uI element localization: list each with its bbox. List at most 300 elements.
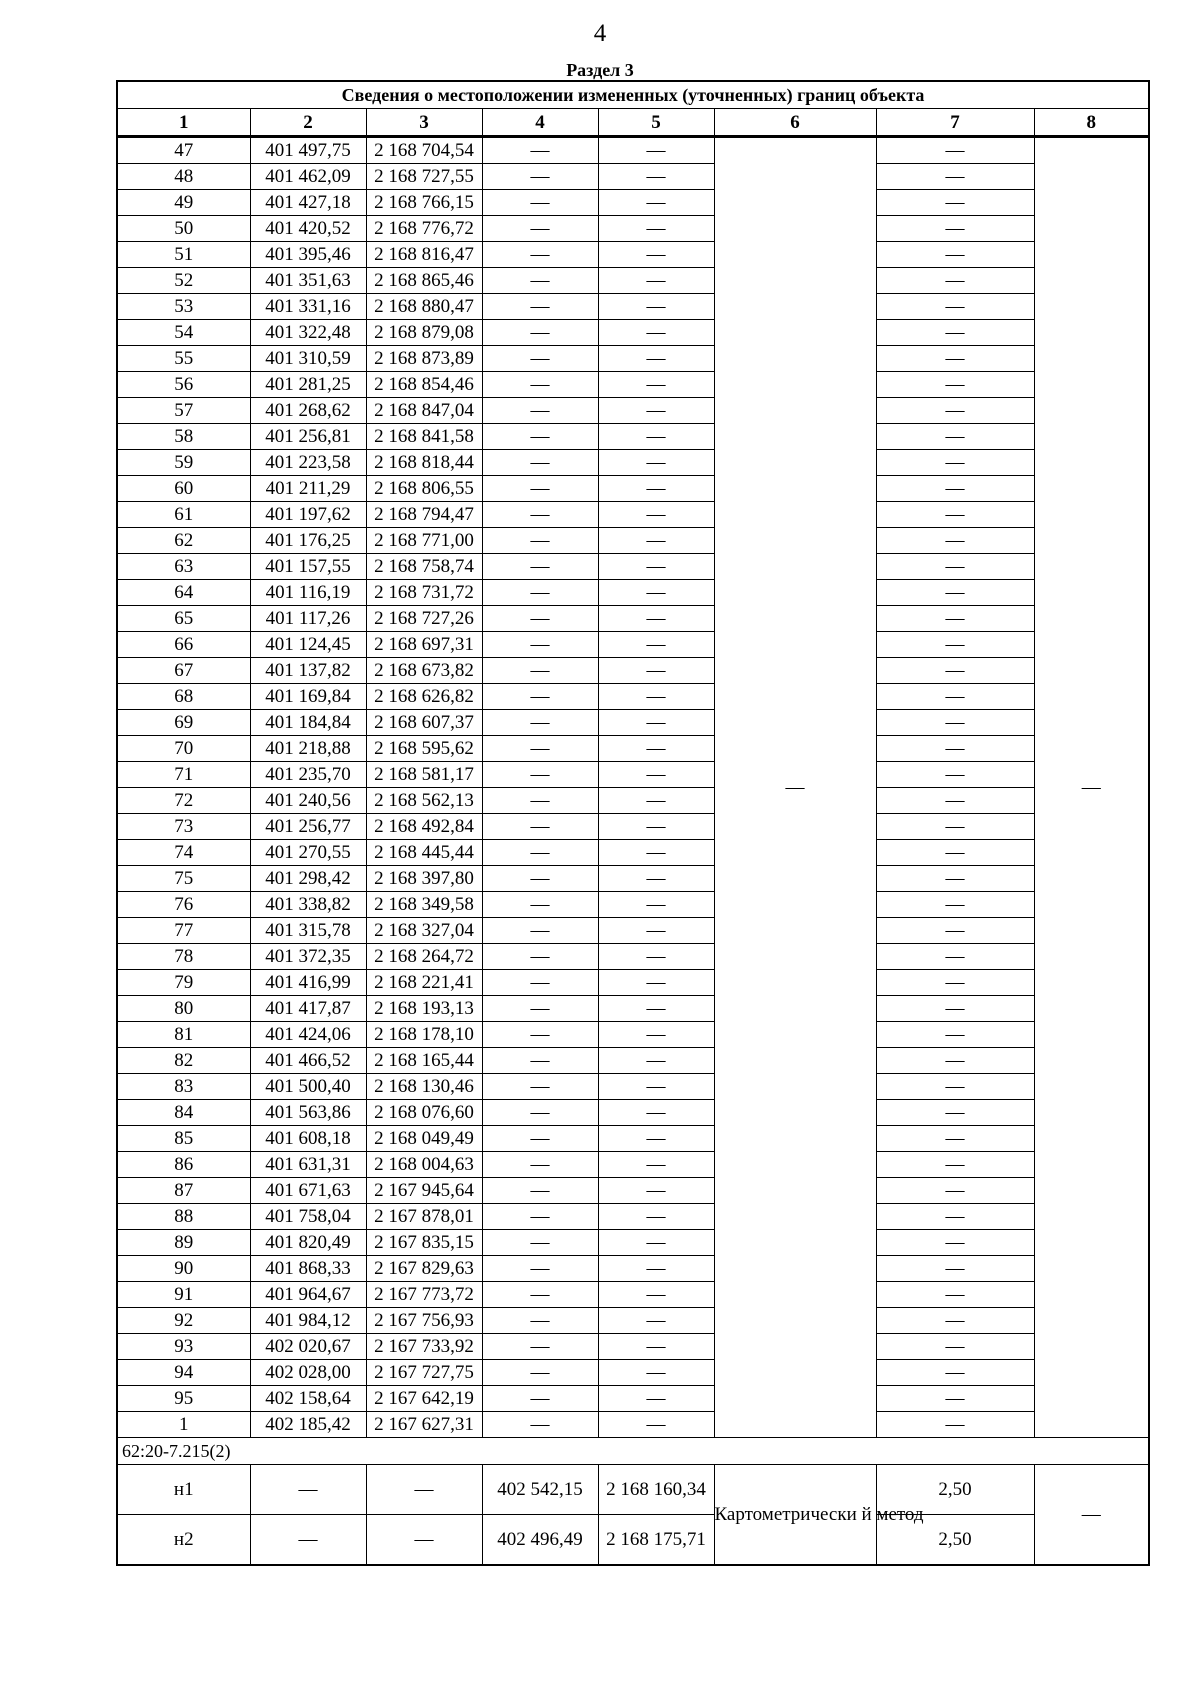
x-coordinate-cell: 401 671,63 [250, 1178, 366, 1204]
accuracy-cell: 2,50 [876, 1465, 1034, 1515]
dash-cell: — [482, 710, 598, 736]
point-number-cell: 81 [117, 1022, 250, 1048]
x-coordinate-cell: 401 466,52 [250, 1048, 366, 1074]
dash-cell: — [482, 1308, 598, 1334]
dash-cell: — [876, 398, 1034, 424]
dash-cell: — [366, 1465, 482, 1515]
dash-cell: — [482, 736, 598, 762]
dash-cell: — [876, 320, 1034, 346]
column-header: 3 [366, 109, 482, 137]
dash-cell: — [876, 1152, 1034, 1178]
x-coordinate-cell: 401 417,87 [250, 996, 366, 1022]
dash-cell: — [598, 918, 714, 944]
table-row [117, 216, 1149, 242]
point-number-cell: 76 [117, 892, 250, 918]
point-number-cell: 85 [117, 1126, 250, 1152]
dash-cell: — [598, 1256, 714, 1282]
point-number-cell: н2 [117, 1515, 250, 1566]
dash-cell: — [598, 372, 714, 398]
y-coordinate-cell: 2 168 847,04 [366, 398, 482, 424]
table-row [117, 268, 1149, 294]
dash-cell: — [876, 137, 1034, 164]
dash-cell: — [876, 216, 1034, 242]
dash-cell: — [876, 710, 1034, 736]
y-coordinate-cell: 2 168 581,17 [366, 762, 482, 788]
x-coordinate-cell: 401 462,09 [250, 164, 366, 190]
x-coordinate-cell: 401 310,59 [250, 346, 366, 372]
dash-cell: — [482, 684, 598, 710]
table-row [117, 1230, 1149, 1256]
dash-cell: — [598, 1230, 714, 1256]
dash-cell: — [482, 580, 598, 606]
dash-cell: — [876, 268, 1034, 294]
y-coordinate-cell: 2 168 349,58 [366, 892, 482, 918]
section-label: Раздел 3 [566, 60, 634, 80]
point-number-cell: 59 [117, 450, 250, 476]
dash-cell: — [876, 450, 1034, 476]
dash-cell: — [876, 424, 1034, 450]
point-number-cell: 89 [117, 1230, 250, 1256]
dash-cell: — [876, 684, 1034, 710]
dash-cell: — [876, 1126, 1034, 1152]
point-number-cell: 77 [117, 918, 250, 944]
dash-cell: — [876, 944, 1034, 970]
y-coordinate-cell: 2 168 865,46 [366, 268, 482, 294]
table-row [117, 736, 1149, 762]
table-row [117, 1386, 1149, 1412]
y-coordinate-cell: 2 168 165,44 [366, 1048, 482, 1074]
column-header: 4 [482, 109, 598, 137]
y-coordinate-cell: 2 168 595,62 [366, 736, 482, 762]
dash-cell: — [876, 1386, 1034, 1412]
dash-cell: — [250, 1465, 366, 1515]
dash-cell: — [876, 1360, 1034, 1386]
dash-cell: — [482, 606, 598, 632]
boundary-coordinates-table [116, 80, 1150, 1566]
point-number-cell: 66 [117, 632, 250, 658]
dash-cell: — [482, 1048, 598, 1074]
table-row [117, 684, 1149, 710]
dash-cell: — [598, 554, 714, 580]
dash-cell: — [482, 970, 598, 996]
y-coordinate-cell: 2 168 193,13 [366, 996, 482, 1022]
y-coordinate-cell: 2 168 854,46 [366, 372, 482, 398]
point-number-cell: 68 [117, 684, 250, 710]
dash-cell: — [598, 216, 714, 242]
table-row [117, 554, 1149, 580]
point-number-cell: 58 [117, 424, 250, 450]
y-coordinate-cell: 2 168 445,44 [366, 840, 482, 866]
x-coordinate-cell: 402 158,64 [250, 1386, 366, 1412]
y-coordinate-cell: 2 168 327,04 [366, 918, 482, 944]
dash-cell: — [876, 1412, 1034, 1438]
y-coordinate-cell: 2 167 773,72 [366, 1282, 482, 1308]
dash-cell: — [482, 1178, 598, 1204]
dash-cell: — [598, 1178, 714, 1204]
dash-cell: — [482, 320, 598, 346]
dash-cell: — [482, 1412, 598, 1438]
table-row [117, 1126, 1149, 1152]
y-coordinate-cell: 2 168 130,46 [366, 1074, 482, 1100]
dash-cell: — [598, 710, 714, 736]
x-coordinate-cell: 401 211,29 [250, 476, 366, 502]
y-coordinate-cell: 2 168 880,47 [366, 294, 482, 320]
dash-cell: — [598, 736, 714, 762]
y-coordinate-cell: 2 168 175,71 [598, 1515, 714, 1566]
object-label-row [117, 1438, 1149, 1465]
x-coordinate-cell: 401 124,45 [250, 632, 366, 658]
table-row [117, 372, 1149, 398]
point-number-cell: 92 [117, 1308, 250, 1334]
dash-cell: — [482, 268, 598, 294]
dash-cell: — [598, 450, 714, 476]
dash-cell: — [876, 476, 1034, 502]
dash-cell: — [482, 944, 598, 970]
point-number-cell: 51 [117, 242, 250, 268]
merged-column-8-cell: — [1034, 1465, 1149, 1566]
x-coordinate-cell: 401 351,63 [250, 268, 366, 294]
y-coordinate-cell: 2 168 731,72 [366, 580, 482, 606]
point-number-cell: 91 [117, 1282, 250, 1308]
dash-cell: — [482, 1230, 598, 1256]
x-coordinate-cell: 401 223,58 [250, 450, 366, 476]
table-row [117, 528, 1149, 554]
column-header: 8 [1034, 109, 1149, 137]
point-number-cell: 70 [117, 736, 250, 762]
table-row [117, 320, 1149, 346]
point-number-cell: 72 [117, 788, 250, 814]
point-number-cell: 95 [117, 1386, 250, 1412]
dash-cell: — [482, 450, 598, 476]
x-coordinate-cell: 401 298,42 [250, 866, 366, 892]
dash-cell: — [598, 1334, 714, 1360]
dash-cell: — [482, 164, 598, 190]
table-row [117, 164, 1149, 190]
y-coordinate-cell: 2 168 806,55 [366, 476, 482, 502]
point-number-cell: 52 [117, 268, 250, 294]
dash-cell: — [876, 866, 1034, 892]
table-row [117, 502, 1149, 528]
dash-cell: — [876, 606, 1034, 632]
dash-cell: — [482, 632, 598, 658]
dash-cell: — [598, 502, 714, 528]
point-number-cell: н1 [117, 1465, 250, 1515]
table-row [117, 840, 1149, 866]
dash-cell: — [598, 320, 714, 346]
dash-cell: — [598, 1412, 714, 1438]
dash-cell: — [482, 1126, 598, 1152]
x-coordinate-cell: 401 868,33 [250, 1256, 366, 1282]
point-number-cell: 93 [117, 1334, 250, 1360]
dash-cell: — [482, 1282, 598, 1308]
dash-cell: — [876, 242, 1034, 268]
table-row [117, 1256, 1149, 1282]
point-number-cell: 1 [117, 1412, 250, 1438]
dash-cell: — [876, 190, 1034, 216]
y-coordinate-cell: 2 168 841,58 [366, 424, 482, 450]
x-coordinate-cell: 401 331,16 [250, 294, 366, 320]
dash-cell: — [876, 1178, 1034, 1204]
dash-cell: — [598, 346, 714, 372]
point-number-cell: 56 [117, 372, 250, 398]
table-row [117, 450, 1149, 476]
table-row [117, 242, 1149, 268]
dash-cell: — [598, 137, 714, 164]
x-coordinate-cell: 401 137,82 [250, 658, 366, 684]
dash-cell: — [598, 294, 714, 320]
dash-cell: — [876, 1334, 1034, 1360]
point-number-cell: 57 [117, 398, 250, 424]
dash-cell: — [598, 1360, 714, 1386]
y-coordinate-cell: 2 167 627,31 [366, 1412, 482, 1438]
table-row [117, 710, 1149, 736]
table-row [117, 866, 1149, 892]
x-coordinate-cell: 401 176,25 [250, 528, 366, 554]
dash-cell: — [482, 554, 598, 580]
x-coordinate-cell: 401 427,18 [250, 190, 366, 216]
x-coordinate-cell: 401 157,55 [250, 554, 366, 580]
x-coordinate-cell: 401 235,70 [250, 762, 366, 788]
dash-cell: — [598, 164, 714, 190]
dash-cell: — [598, 1386, 714, 1412]
table-row [117, 398, 1149, 424]
table-row [117, 1204, 1149, 1230]
table-row [117, 424, 1149, 450]
dash-cell: — [598, 996, 714, 1022]
dash-cell: — [876, 164, 1034, 190]
dash-cell: — [598, 424, 714, 450]
y-coordinate-cell: 2 167 835,15 [366, 1230, 482, 1256]
dash-cell: — [876, 632, 1034, 658]
merged-column-6-cell: — [714, 137, 876, 1438]
y-coordinate-cell: 2 167 733,92 [366, 1334, 482, 1360]
y-coordinate-cell: 2 167 756,93 [366, 1308, 482, 1334]
dash-cell: — [598, 1022, 714, 1048]
x-coordinate-cell: 401 984,12 [250, 1308, 366, 1334]
x-coordinate-cell: 401 416,99 [250, 970, 366, 996]
y-coordinate-cell: 2 168 607,37 [366, 710, 482, 736]
dash-cell: — [482, 918, 598, 944]
dash-cell: — [876, 892, 1034, 918]
dash-cell: — [482, 814, 598, 840]
x-coordinate-cell: 401 497,75 [250, 137, 366, 164]
point-number-cell: 79 [117, 970, 250, 996]
x-coordinate-cell: 401 256,77 [250, 814, 366, 840]
dash-cell: — [598, 242, 714, 268]
dash-cell: — [876, 1022, 1034, 1048]
dash-cell: — [876, 1308, 1034, 1334]
dash-cell: — [482, 137, 598, 164]
dash-cell: — [598, 658, 714, 684]
table-row [117, 1022, 1149, 1048]
dash-cell: — [876, 372, 1034, 398]
table-row [117, 762, 1149, 788]
y-coordinate-cell: 2 168 766,15 [366, 190, 482, 216]
point-number-cell: 73 [117, 814, 250, 840]
point-number-cell: 53 [117, 294, 250, 320]
x-coordinate-cell: 401 424,06 [250, 1022, 366, 1048]
y-coordinate-cell: 2 168 049,49 [366, 1126, 482, 1152]
dash-cell: — [598, 1308, 714, 1334]
accuracy-cell: 2,50 [876, 1515, 1034, 1566]
y-coordinate-cell: 2 168 178,10 [366, 1022, 482, 1048]
x-coordinate-cell: 401 372,35 [250, 944, 366, 970]
table-row [117, 346, 1149, 372]
y-coordinate-cell: 2 168 264,72 [366, 944, 482, 970]
y-coordinate-cell: 2 168 626,82 [366, 684, 482, 710]
table-row [117, 1048, 1149, 1074]
y-coordinate-cell: 2 167 829,63 [366, 1256, 482, 1282]
dash-cell: — [598, 1126, 714, 1152]
y-coordinate-cell: 2 168 221,41 [366, 970, 482, 996]
x-coordinate-cell: 401 758,04 [250, 1204, 366, 1230]
column-header: 5 [598, 109, 714, 137]
y-coordinate-cell: 2 168 076,60 [366, 1100, 482, 1126]
x-coordinate-cell: 401 197,62 [250, 502, 366, 528]
table-row [117, 1465, 1149, 1515]
dash-cell: — [482, 242, 598, 268]
x-coordinate-cell: 402 542,15 [482, 1465, 598, 1515]
table-row [117, 1100, 1149, 1126]
table-row [117, 190, 1149, 216]
x-coordinate-cell: 401 631,31 [250, 1152, 366, 1178]
dash-cell: — [876, 840, 1034, 866]
dash-cell: — [876, 762, 1034, 788]
x-coordinate-cell: 401 395,46 [250, 242, 366, 268]
y-coordinate-cell: 2 168 794,47 [366, 502, 482, 528]
point-number-cell: 82 [117, 1048, 250, 1074]
y-coordinate-cell: 2 168 771,00 [366, 528, 482, 554]
y-coordinate-cell: 2 168 727,26 [366, 606, 482, 632]
point-number-cell: 86 [117, 1152, 250, 1178]
y-coordinate-cell: 2 168 776,72 [366, 216, 482, 242]
table-row [117, 996, 1149, 1022]
dash-cell: — [876, 346, 1034, 372]
dash-cell: — [876, 1230, 1034, 1256]
y-coordinate-cell: 2 168 004,63 [366, 1152, 482, 1178]
dash-cell: — [598, 762, 714, 788]
y-coordinate-cell: 2 168 873,89 [366, 346, 482, 372]
dash-cell: — [598, 1152, 714, 1178]
dash-cell: — [876, 1282, 1034, 1308]
point-number-cell: 78 [117, 944, 250, 970]
x-coordinate-cell: 401 240,56 [250, 788, 366, 814]
point-number-cell: 54 [117, 320, 250, 346]
dash-cell: — [482, 476, 598, 502]
dash-cell: — [482, 1100, 598, 1126]
y-coordinate-cell: 2 168 704,54 [366, 137, 482, 164]
column-header: 2 [250, 109, 366, 137]
y-coordinate-cell: 2 168 727,55 [366, 164, 482, 190]
dash-cell: — [482, 1386, 598, 1412]
table-row [117, 788, 1149, 814]
dash-cell: — [598, 580, 714, 606]
column-header: 7 [876, 109, 1034, 137]
dash-cell: — [482, 1074, 598, 1100]
table-row [117, 944, 1149, 970]
dash-cell: — [598, 1204, 714, 1230]
x-coordinate-cell: 402 028,00 [250, 1360, 366, 1386]
table-row [117, 1282, 1149, 1308]
dash-cell: — [598, 684, 714, 710]
table-row [117, 1178, 1149, 1204]
dash-cell: — [482, 502, 598, 528]
dash-cell: — [482, 190, 598, 216]
dash-cell: — [598, 788, 714, 814]
y-coordinate-cell: 2 167 642,19 [366, 1386, 482, 1412]
dash-cell: — [598, 606, 714, 632]
table-row [117, 658, 1149, 684]
dash-cell: — [482, 1152, 598, 1178]
dash-cell: — [876, 996, 1034, 1022]
dash-cell: — [482, 398, 598, 424]
x-coordinate-cell: 401 420,52 [250, 216, 366, 242]
dash-cell: — [482, 346, 598, 372]
x-coordinate-cell: 401 270,55 [250, 840, 366, 866]
y-coordinate-cell: 2 168 879,08 [366, 320, 482, 346]
dash-cell: — [482, 1360, 598, 1386]
point-number-cell: 63 [117, 554, 250, 580]
dash-cell: — [482, 528, 598, 554]
y-coordinate-cell: 2 167 945,64 [366, 1178, 482, 1204]
table-row [117, 632, 1149, 658]
dash-cell: — [876, 580, 1034, 606]
dash-cell: — [598, 632, 714, 658]
dash-cell: — [876, 788, 1034, 814]
y-coordinate-cell: 2 168 758,74 [366, 554, 482, 580]
x-coordinate-cell: 401 281,25 [250, 372, 366, 398]
dash-cell: — [876, 658, 1034, 684]
table-row [117, 970, 1149, 996]
dash-cell: — [876, 918, 1034, 944]
merged-column-8-cell: — [1034, 137, 1149, 1438]
dash-cell: — [876, 736, 1034, 762]
table-row [117, 814, 1149, 840]
x-coordinate-cell: 402 020,67 [250, 1334, 366, 1360]
x-coordinate-cell: 402 496,49 [482, 1515, 598, 1566]
dash-cell: — [598, 840, 714, 866]
point-number-cell: 71 [117, 762, 250, 788]
point-number-cell: 49 [117, 190, 250, 216]
point-number-cell: 50 [117, 216, 250, 242]
dash-cell: — [598, 1282, 714, 1308]
dash-cell: — [482, 216, 598, 242]
dash-cell: — [482, 762, 598, 788]
dash-cell: — [598, 476, 714, 502]
table-row [117, 476, 1149, 502]
point-number-cell: 62 [117, 528, 250, 554]
dash-cell: — [598, 866, 714, 892]
dash-cell: — [876, 1100, 1034, 1126]
dash-cell: — [482, 892, 598, 918]
dash-cell: — [598, 944, 714, 970]
dash-cell: — [876, 502, 1034, 528]
point-number-cell: 80 [117, 996, 250, 1022]
column-header: 6 [714, 109, 876, 137]
y-coordinate-cell: 2 168 673,82 [366, 658, 482, 684]
table-row [117, 1412, 1149, 1438]
dash-cell: — [598, 970, 714, 996]
point-number-cell: 61 [117, 502, 250, 528]
x-coordinate-cell: 402 185,42 [250, 1412, 366, 1438]
table-row [117, 1152, 1149, 1178]
point-number-cell: 60 [117, 476, 250, 502]
dash-cell: — [482, 1334, 598, 1360]
dash-cell: — [598, 268, 714, 294]
y-coordinate-cell: 2 168 562,13 [366, 788, 482, 814]
dash-cell: — [598, 1074, 714, 1100]
dash-cell: — [482, 996, 598, 1022]
